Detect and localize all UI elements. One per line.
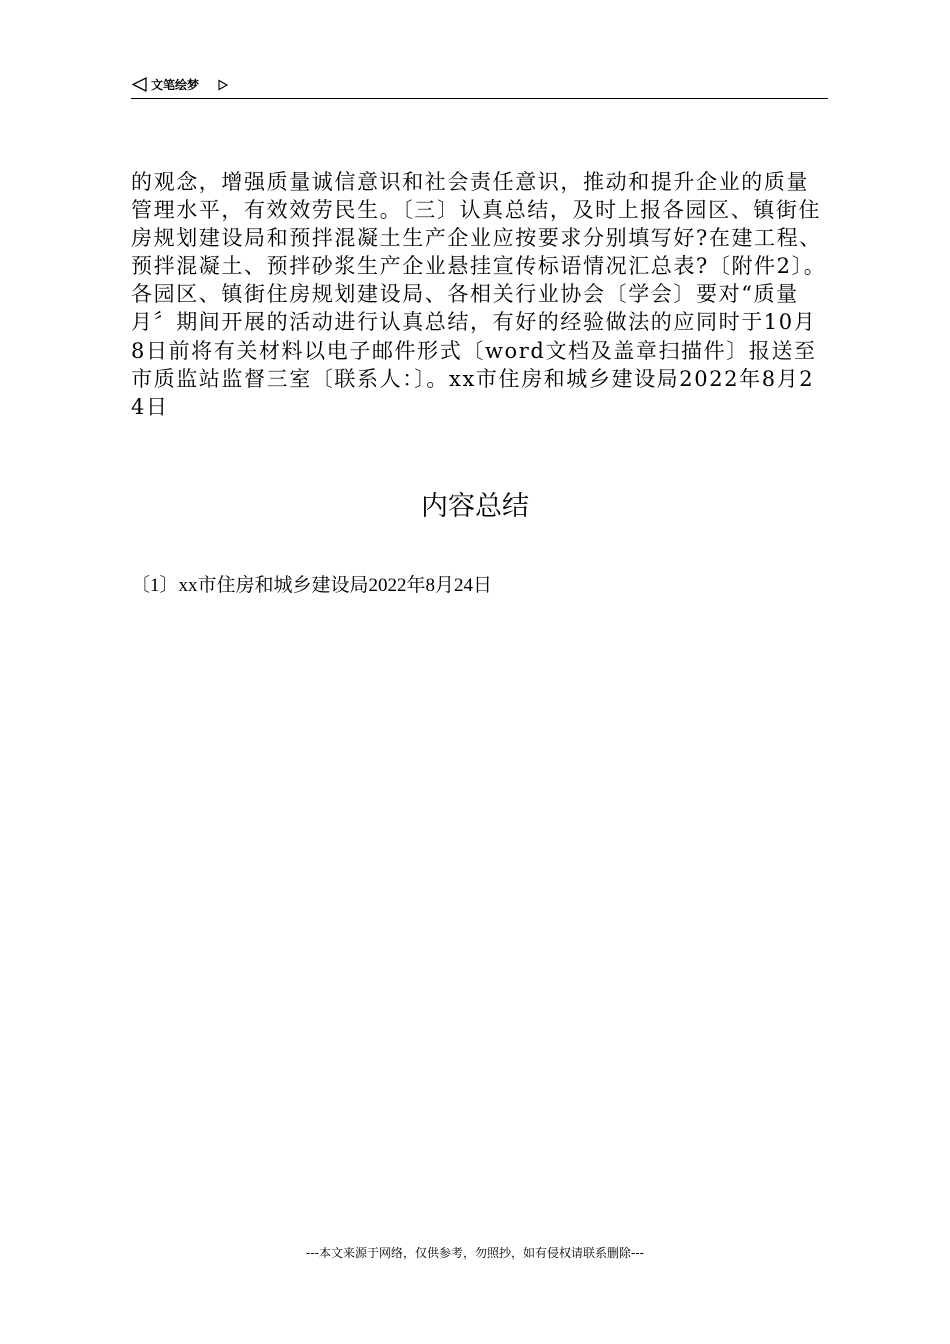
body-paragraph: 的观念，增强质量诚信意识和社会责任意识，推动和提升企业的质量管理水平，有效效劳民生。〔三〕认真总结，及时上报各园区、镇街住房规划建设局和预拌混凝土生产企业应按要求分别填写好?在建工程、预拌混凝土、预拌砂浆生产企业悬挂宣传标语情况汇总表?〔附件2〕。各园区、镇街住房规划建设局、各相关行业协会〔学会〕要对“质量月〞期间开展的活动进行认真总结，有好的经验做法的应同时于10月8日前将有关材料以电子邮件形式〔word文档及盖章扫描件〕报送至市质监站监督三室〔联系人：〕。xx市住房和城乡建设局2022年8月24日 [131, 170, 827, 419]
triangle-left-outline-icon [131, 76, 148, 93]
page-header [131, 74, 828, 99]
triangle-right-outline-icon [217, 76, 229, 88]
footer-disclaimer: ---本文来源于网络，仅供参考，勿照抄，如有侵权请联系删除--- [306, 1246, 644, 1260]
header-title: 文笔绘梦 [151, 78, 200, 92]
summary-title: 内容总结 [421, 491, 529, 522]
summary-item: 〔1〕xx市住房和城乡建设局2022年8月24日 [131, 575, 493, 596]
